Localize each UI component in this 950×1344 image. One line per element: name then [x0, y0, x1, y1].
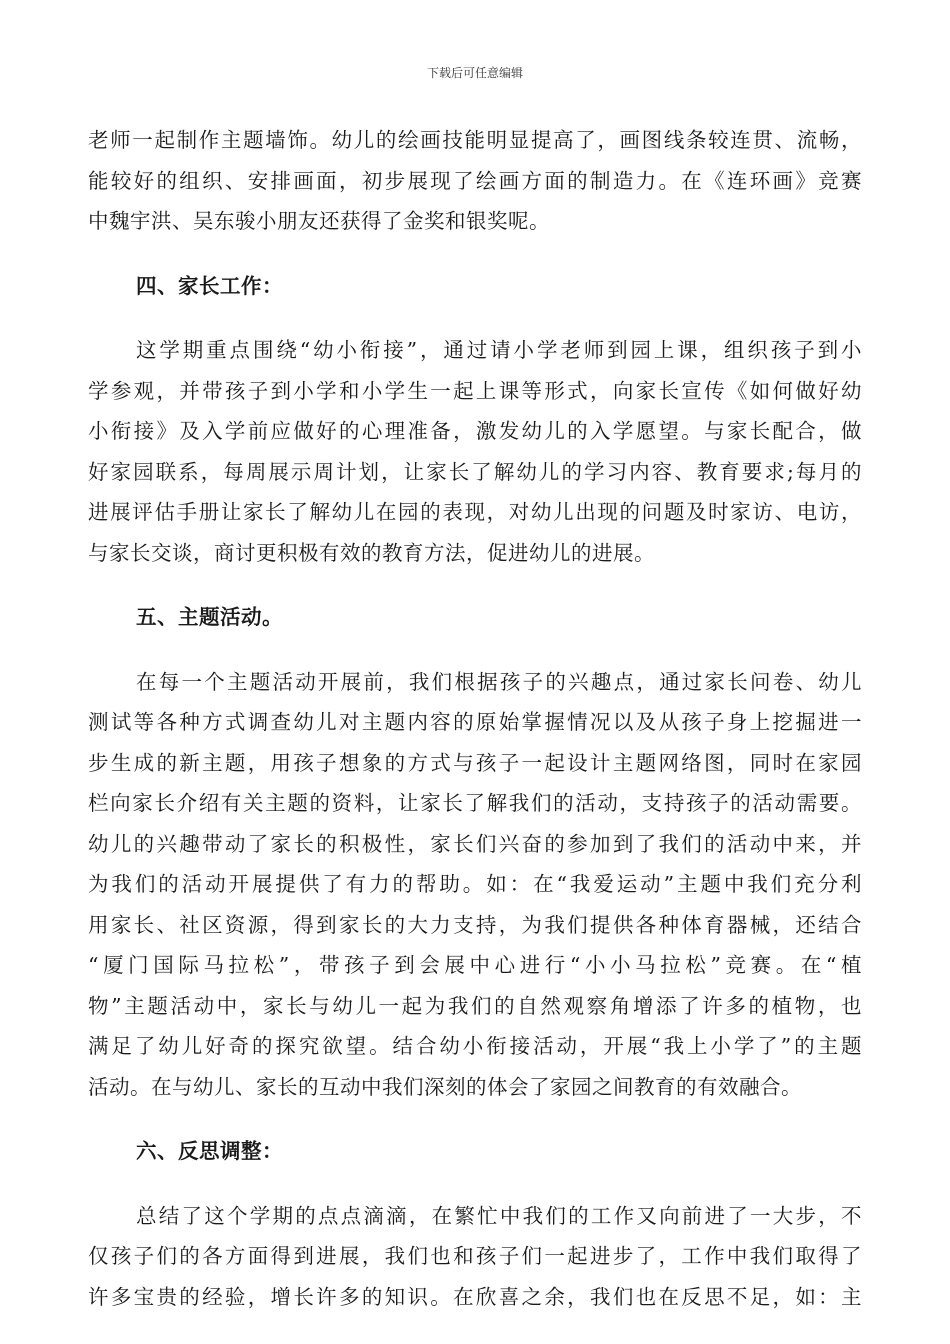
paragraph-line: 小衔接》及入学前应做好的心理准备，激发幼儿的入学愿望。与家长配合，做: [88, 419, 862, 443]
paragraph-line: 进展评估手册让家长了解幼儿在园的表现，对幼儿出现的问题及时家访、电访，: [88, 500, 862, 524]
section-heading-parent-work: 四、家长工作：: [136, 273, 283, 298]
paragraph-line: 老师一起制作主题墙饰。幼儿的绘画技能明显提高了，画图线条较连贯、流畅，: [88, 128, 862, 152]
paragraph-line: 能较好的组织、安排画面，初步展现了绘画方面的制造力。在《连环画》竞赛: [88, 168, 862, 193]
paragraph-line: 幼儿的兴趣带动了家长的积极性，家长们兴奋的参加到了我们的活动中来，并: [88, 831, 862, 856]
paragraph-line: 测试等各种方式调查幼儿对主题内容的原始掌握情况以及从孩子身上挖掘进一: [88, 710, 862, 734]
paragraph-line: 满足了幼儿好奇的探究欲望。结合幼小衔接活动，开展“我上小学了”的主题: [88, 1034, 862, 1058]
paragraph-line: 总结了这个学期的点点滴滴，在繁忙中我们的工作又向前进了一大步，不: [136, 1203, 862, 1228]
paragraph-line: 仅孩子们的各方面得到进展，我们也和孩子们一起进步了，工作中我们取得了: [88, 1244, 862, 1268]
paragraph-theme-activities: [88, 662, 862, 1108]
paragraph-continuation: [88, 120, 862, 242]
paragraph-line: 这学期重点围绕“幼小衔接”，通过请小学老师到园上课，组织孩子到小: [136, 338, 862, 362]
page-header-note: 下载后可任意编辑: [426, 66, 523, 80]
paragraph-parent-work: [88, 330, 862, 573]
paragraph-line: “厦门国际马拉松”，带孩子到会展中心进行“小小马拉松”竞赛。在“植: [88, 953, 862, 977]
paragraph-line: 用家长、社区资源，得到家长的大力支持，为我们提供各种体育器械，还结合: [88, 912, 862, 937]
paragraph-line: 步生成的新主题，用孩子想象的方式与孩子一起设计主题网络图，同时在家园: [88, 750, 862, 775]
paragraph-line: 许多宝贵的经验，增长许多的知识。在欣喜之余，我们也在反思不足，如：主: [88, 1284, 862, 1309]
paragraph-line: 栏向家长介绍有关主题的资料，让家长了解我们的活动，支持孩子的活动需要。: [88, 791, 862, 815]
paragraph-line: 在每一个主题活动开展前，我们根据孩子的兴趣点，通过家长问卷、幼儿: [136, 669, 862, 694]
paragraph-line: 学参观，并带孩子到小学和小学生一起上课等形式，向家长宣传《如何做好幼: [88, 378, 862, 403]
section-heading-reflection: 六、反思调整：: [136, 1139, 283, 1163]
document-body: [88, 120, 862, 1317]
paragraph-line: 物”主题活动中，家长与幼儿一起为我们的自然观察角增添了许多的植物，也: [88, 993, 862, 1018]
paragraph-line: 为我们的活动开展提供了有力的帮助。如：在“我爱运动”主题中我们充分利: [88, 872, 862, 896]
paragraph-line: 与家长交谈，商讨更积极有效的教育方法，促进幼儿的进展。: [88, 540, 655, 565]
section-heading-theme-activities: 五、主题活动。: [136, 605, 283, 629]
paragraph-line: 活动。在与幼儿、家长的互动中我们深刻的体会了家园之间教育的有效融合。: [88, 1074, 802, 1099]
paragraph-line: 中魏宇洪、吴东骏小朋友还获得了金奖和银奖呢。: [88, 209, 550, 233]
paragraph-reflection: [88, 1196, 862, 1318]
paragraph-line: 好家园联系，每周展示周计划，让家长了解幼儿的学习内容、教育要求;每月的: [88, 459, 862, 484]
